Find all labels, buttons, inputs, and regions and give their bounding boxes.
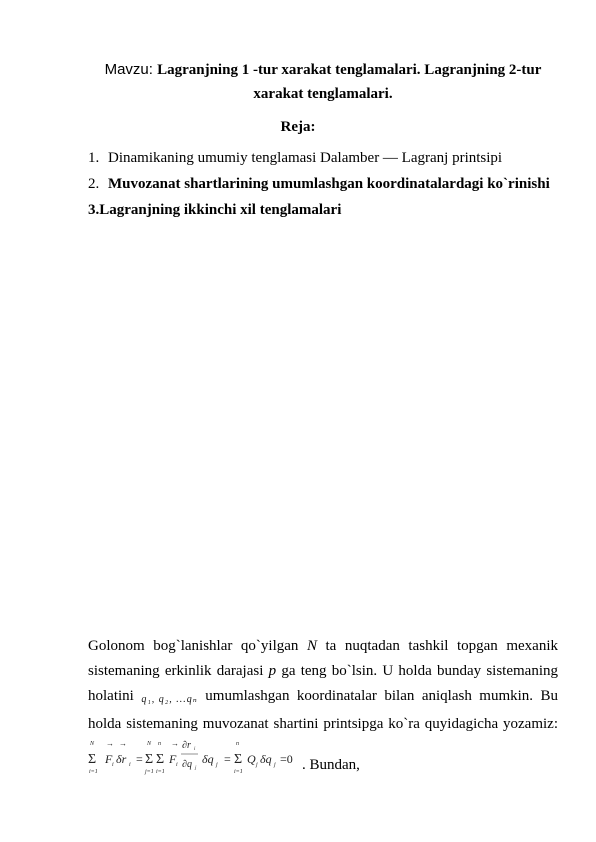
svg-text:N: N (147, 741, 152, 747)
svg-text:Q: Q (247, 752, 256, 766)
body-text-segment: . Bundan, (302, 757, 360, 773)
plan-item-3 (88, 199, 558, 221)
plan-item-number: 1. (88, 150, 100, 166)
svg-text:∂q: ∂q (182, 759, 192, 770)
plan-item-number: 2. (88, 176, 100, 192)
svg-text:N: N (90, 741, 95, 747)
body-paragraph (88, 634, 558, 778)
body-text-segment: Golonom bog`lanishlar qo`yilgan (88, 638, 307, 654)
plan-item-number: 3. (88, 202, 100, 218)
svg-text:i=1: i=1 (89, 769, 98, 775)
svg-text:=: = (224, 752, 231, 766)
plan-heading: Reja: (280, 119, 316, 135)
svg-text:j: j (195, 766, 197, 771)
svg-text:δq: δq (202, 752, 214, 766)
svg-text:F: F (105, 752, 113, 766)
plan-list (88, 147, 558, 225)
plan-item-2 (88, 173, 558, 195)
plan-item-text: Lagranjning ikkinchi xil tenglamalari (99, 202, 342, 218)
svg-text:Σ: Σ (145, 752, 154, 767)
svg-text:i: i (129, 762, 131, 768)
svg-text:Σ: Σ (156, 752, 165, 767)
svg-text:j: j (216, 762, 218, 768)
document-title (88, 58, 558, 106)
svg-text:Σ: Σ (234, 752, 243, 767)
plan-item-1 (88, 147, 558, 169)
svg-text:→: → (106, 739, 114, 748)
svg-text:i: i (176, 762, 178, 768)
svg-text:→: → (119, 739, 127, 748)
svg-text:F: F (169, 752, 177, 766)
svg-text:∂r: ∂r (182, 740, 191, 751)
variable-N: N (306, 638, 317, 654)
svg-text:i: i (112, 762, 114, 768)
svg-text:δq: δq (260, 752, 272, 766)
svg-text:i=1: i=1 (234, 769, 243, 775)
title-text: Lagranjning 1 -tur xarakat tenglamalari. Lagranjning 2-tur xarakat tenglamalari. (157, 62, 542, 102)
body-text (88, 634, 558, 778)
variable-p: p (268, 663, 277, 679)
svg-text:δr: δr (116, 752, 127, 766)
svg-text:i: i (194, 747, 196, 752)
equilibrium-formula (88, 737, 302, 777)
svg-text:j: j (256, 762, 258, 768)
svg-text:=: = (136, 752, 143, 766)
body-text-segment: umumlashgan koordinatalar bilan aniqlash mumkin. Bu holda sistemaning muvozanat shartini printsipga ko`ra quyidagicha yozamiz: (88, 688, 559, 732)
svg-text:i=1: i=1 (156, 769, 165, 775)
plan-item-text: Muvozanat shartlarining umumlashgan koordinatalardagi ko`rinishi (108, 176, 550, 192)
body-text-segment: ga teng bo`lsin. U holda bunday sistemaning holatini (88, 663, 558, 704)
svg-text:=0: =0 (280, 752, 293, 766)
svg-text:n: n (236, 741, 239, 747)
title-prefix: Mavzu: (104, 61, 158, 78)
body-text-segment: ta nuqtadan tashkil topgan mexanik sistemaning erkinlik darajasi (88, 638, 558, 679)
svg-text:j=1: j=1 (145, 769, 154, 775)
plan-item-text: Dinamikaning umumiy tenglamasi Dalamber — Lagranj printsipi (108, 150, 503, 166)
svg-text:→: → (171, 739, 179, 748)
svg-text:Σ: Σ (88, 752, 97, 767)
svg-text:j: j (274, 762, 276, 768)
generalized-coordinates: q₁, q₂, ...qₙ (141, 694, 198, 705)
svg-text:n: n (158, 741, 161, 747)
